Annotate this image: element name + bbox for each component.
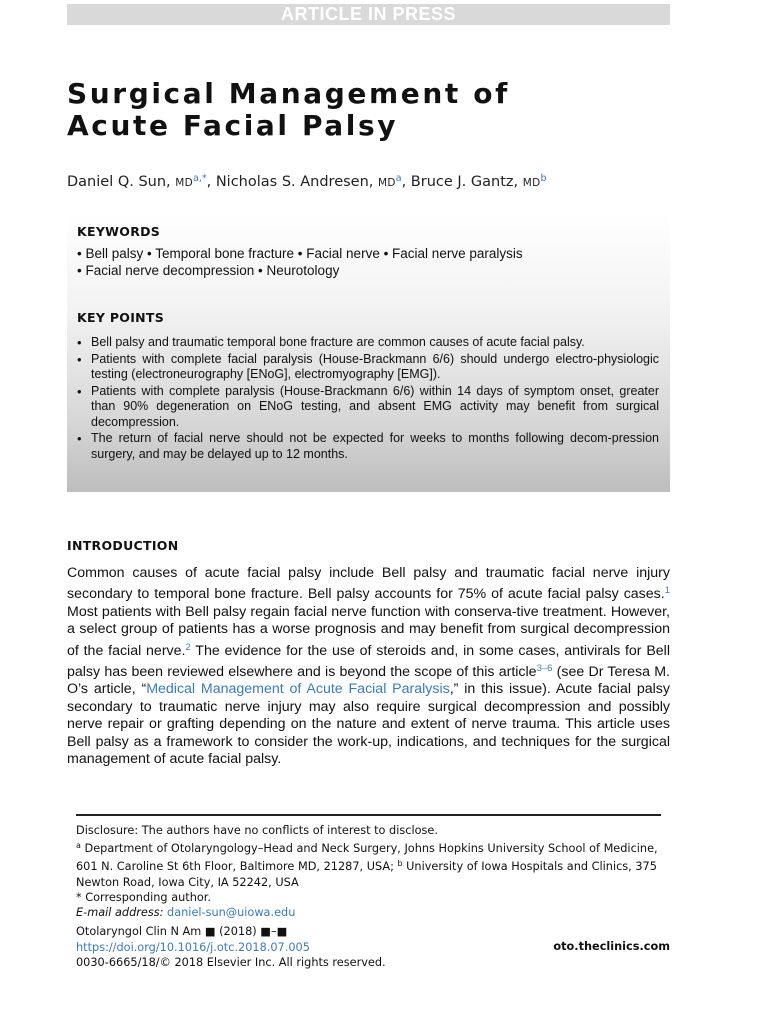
corresponding-author: * Corresponding author.: [76, 890, 211, 904]
reference-link[interactable]: 2: [185, 641, 191, 653]
article-in-press-banner: ARTICLE IN PRESS: [67, 4, 670, 25]
author-name: Bruce J. Gantz,: [410, 174, 523, 190]
author-name: Daniel Q. Sun,: [67, 174, 176, 190]
journal-site[interactable]: oto.theclinics.com: [553, 940, 670, 953]
copyright: 0030-6665/18/© 2018 Elsevier Inc. All rights reserved.: [76, 956, 386, 969]
journal-citation: Otolaryngol Clin N Am ■ (2018) ■–■: [76, 925, 288, 938]
affiliation-b: University of Iowa Hospitals and Clinics, 375 Newton Road, Iowa City, IA 52242, USA: [76, 860, 657, 889]
intro-text: (see Dr Teresa M. O’s article, “: [67, 664, 670, 698]
keywords-line: • Facial nerve decompression • Neurotology: [77, 263, 340, 278]
title-line-1: Surgical Management of: [67, 77, 510, 110]
author-name: Nicholas S. Andresen,: [215, 174, 378, 190]
author-list: [67, 173, 547, 190]
key-points-list: [77, 335, 659, 463]
key-point-item: • Bell palsy and traumatic temporal bone fracture are common causes of acute facial palsy.: [77, 335, 659, 351]
keywords-keypoints-box: [67, 214, 670, 492]
key-points-heading: KEY POINTS: [77, 310, 165, 325]
intro-text: Most patients with Bell palsy regain facial nerve function with conserva-tive treatment. However, a select group of patients has a worse prognosis and may benefit from surgical decompression of the facial nerve.: [67, 603, 670, 659]
affiliation-mark: a: [76, 841, 81, 851]
reference-link[interactable]: 3–6: [536, 663, 553, 675]
intro-text: Common causes of acute facial palsy include Bell palsy and traumatic facial nerve injury secondary to temporal bone fracture. Bell palsy accounts for 75% of acute facial palsy cases.: [67, 565, 670, 603]
reference-link[interactable]: 1: [664, 585, 670, 597]
affiliation-mark: b: [397, 859, 403, 869]
footnotes: [76, 823, 666, 920]
key-point-item: • Patients with complete paralysis (House-Brackmann 6/6) within 14 days of symptom onset, greater than 90% degeneration on ENoG testing, and absent EMG activity may benefit from surgical decompression.: [77, 384, 659, 431]
key-point-item: • Patients with complete facial paralysis (House-Brackmann 6/6) should undergo electro-physiologic testing (electroneurography [ENoG], electromyography [EMG]).: [77, 352, 659, 383]
author-separator: ,: [206, 174, 216, 190]
introduction-paragraph: [67, 565, 670, 768]
author-affiliation-marker[interactable]: b: [540, 173, 547, 184]
author-degree: MD: [175, 177, 194, 189]
article-cross-reference-link[interactable]: Medical Management of Acute Facial Paralysis: [146, 681, 450, 698]
keywords-line: • Bell palsy • Temporal bone fracture • Facial nerve • Facial nerve paralysis: [77, 246, 523, 261]
disclosure: Disclosure: The authors have no conflicts of interest to disclose.: [76, 824, 438, 837]
keywords-heading: KEYWORDS: [77, 224, 161, 239]
footnote-divider: [76, 814, 661, 816]
affiliation-a: Department of Otolaryngology–Head and Neck Surgery, Johns Hopkins University School of Medicine, 601 N. Caroline St 6th Floor, Baltimore MD, 21287, USA;: [76, 842, 658, 874]
author-degree: MD: [378, 177, 396, 189]
email-link[interactable]: daniel-sun@uiowa.edu: [167, 906, 296, 920]
intro-text: The evidence for the use of steroids and, in some cases, antivirals for Bell palsy has been reviewed elsewhere and is beyond the scope of this article: [67, 642, 670, 681]
author-degree: MD: [522, 177, 541, 189]
affiliations: [76, 838, 666, 890]
author-separator: ,: [401, 174, 411, 190]
author-affiliation-marker[interactable]: a,*: [193, 173, 207, 184]
article-title: [67, 78, 687, 142]
intro-text: ,” in this issue). Acute facial palsy secondary to traumatic nerve injury may also require surgical decompression and possibly nerve repair or grafting depending on the nature and extent of nerve trauma. This article uses Bell palsy as a framework to consider the work-up, indications, and techniques for the surgical management of acute facial palsy.: [67, 681, 670, 768]
author-affiliation-marker[interactable]: a: [395, 173, 402, 184]
email-line: [76, 905, 666, 920]
citation-block: [76, 924, 670, 971]
doi-link[interactable]: https://doi.org/10.1016/j.otc.2018.07.005: [76, 940, 310, 954]
introduction-heading: INTRODUCTION: [67, 538, 179, 553]
title-line-2: Acute Facial Palsy: [67, 109, 399, 142]
email-label: E-mail address:: [76, 906, 164, 920]
key-point-item: • The return of facial nerve should not be expected for weeks to months following decom-pression surgery, and may be delayed up to 12 months.: [77, 431, 659, 462]
